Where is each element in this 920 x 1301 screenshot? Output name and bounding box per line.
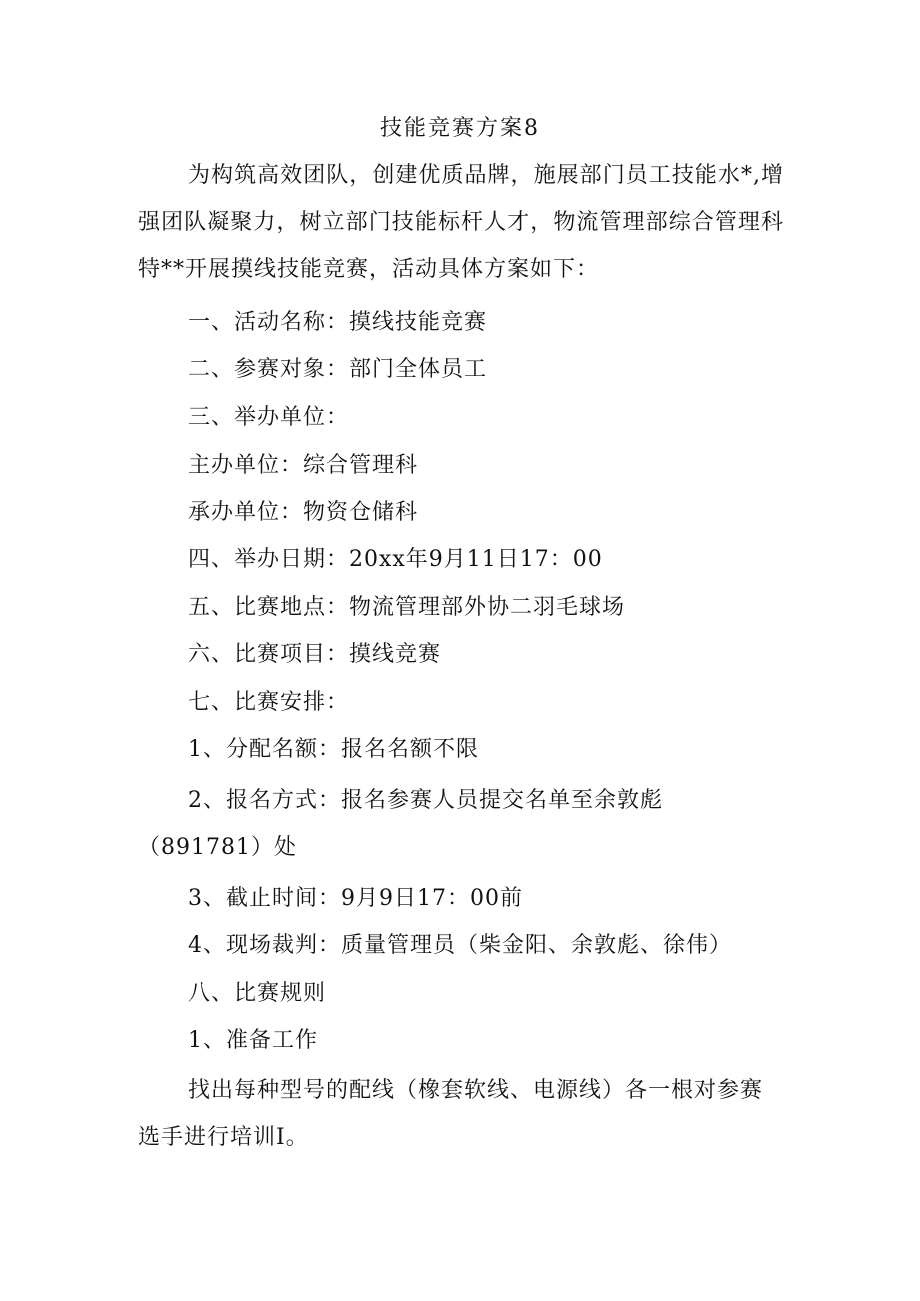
item-quota: 1、分配名额：报名名额不限 [188, 737, 479, 762]
intro-paragraph: 为构筑高效团队，创建优质品牌，施展部门员工技能水*,增强团队凝聚力，树立部门技能标杆人才，物流管理部综合管理科特**开展摸线技能竞赛，活动具体方案如下： [138, 163, 784, 282]
item-activity-name: 一、活动名称：摸线技能竞赛 [188, 310, 488, 335]
item-deadline: 3、截止时间：9月9日17：00前 [188, 886, 523, 911]
item-rules-heading: 八、比赛规则 [188, 981, 327, 1006]
item-date: 四、举办日期：20xx年9月11日17：00 [188, 547, 603, 572]
item-event: 六、比赛项目：摸线竞赛 [188, 642, 442, 667]
item-host: 主办单位：综合管理科 [188, 453, 419, 478]
item-venue: 五、比赛地点：物流管理部外协二羽毛球场 [188, 595, 626, 620]
item-registration: 2、报名方式：报名参赛人员提交名单至余敦彪（891781）处 [138, 788, 663, 860]
item-participants: 二、参赛对象：部门全体员工 [188, 357, 488, 382]
item-co-host: 承办单位：物资仓储科 [188, 500, 419, 525]
closing-paragraph: 找出每种型号的配线（橡套软线、电源线）各一根对参赛选手进行培训I。 [138, 1078, 764, 1150]
item-preparation: 1、准备工作 [188, 1028, 318, 1053]
item-referees: 4、现场裁判：质量管理员（柴金阳、余敦彪、徐伟） [188, 933, 732, 958]
item-organizers: 三、举办单位： [188, 405, 350, 430]
document-title: 技能竞赛方案8 [380, 116, 540, 141]
item-arrangement: 七、比赛安排： [188, 690, 350, 715]
